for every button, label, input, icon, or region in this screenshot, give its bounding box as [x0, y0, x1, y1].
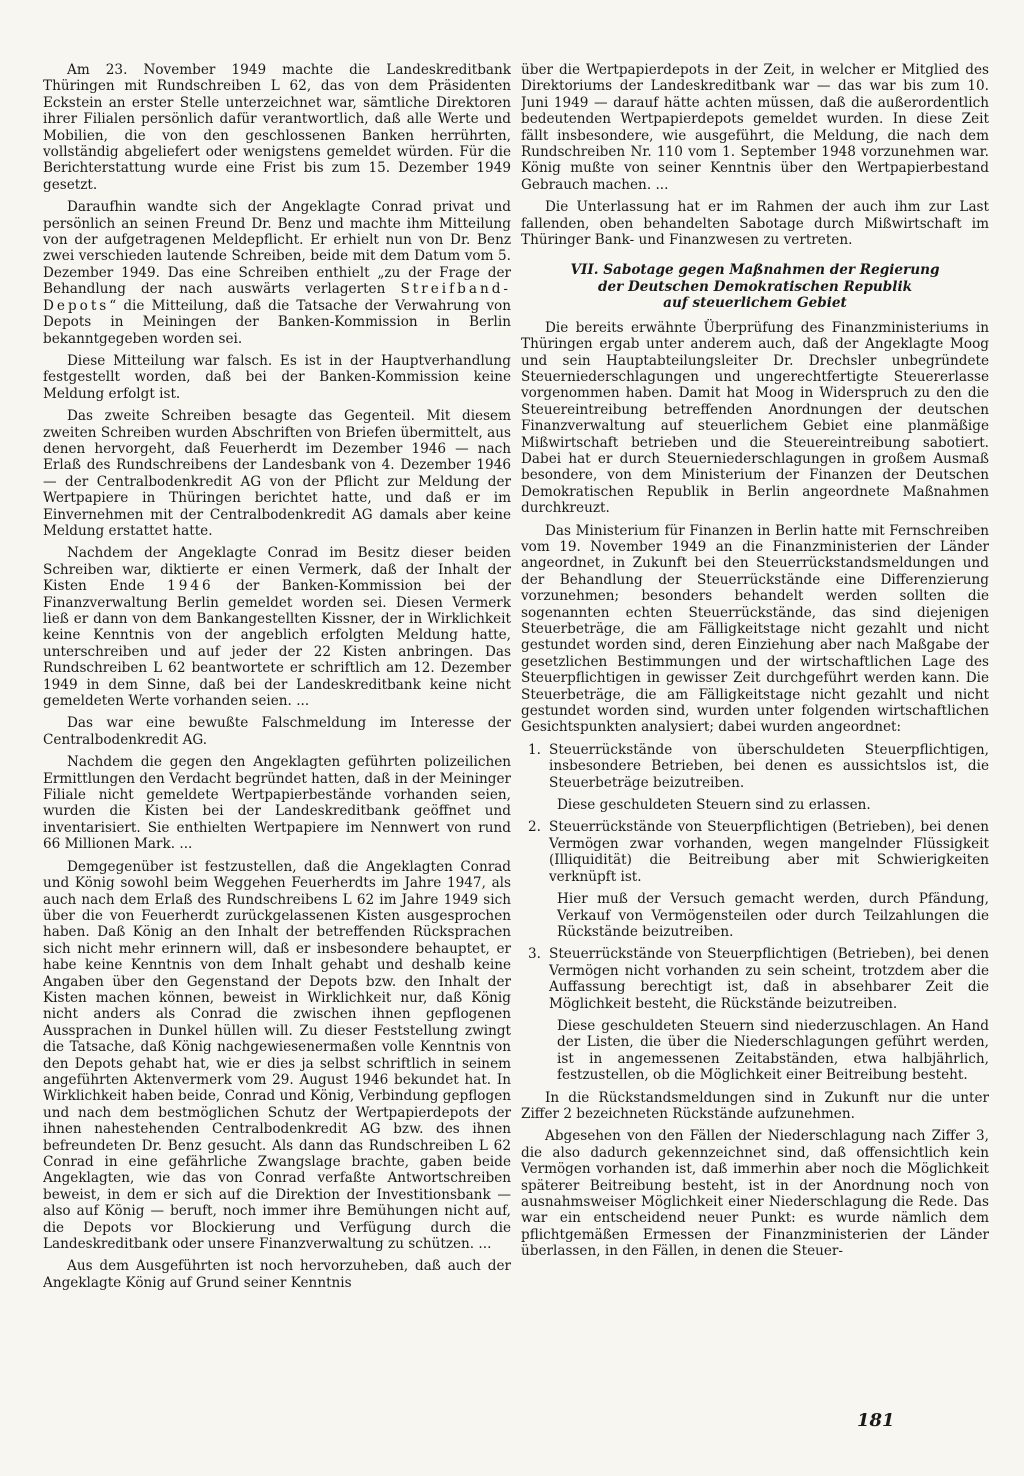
paragraph: Die Unterlassung hat er im Rahmen der auch ihm zur Last fallenden, oben behandelten Sabotage durch Mißwirtschaft im Thüringer Bank- und Finanzwesen zu vertreten.	[521, 199, 989, 249]
list-number: 2.	[528, 819, 541, 836]
paragraph: über die Wertpapierdepots in der Zeit, in welcher er Mitglied des Direktoriums der Landeskreditbank war — das war bis zum 10. Juni 1949 — darauf hätte achten müssen, daß die außerordentlich bedeutenden Wertpapierdepots gemeldet wurden. In diese Zeit fällt insbesondere, wie ausgeführt, die Meldung, die nach dem Rundschreiben Nr. 110 vom 1. September 1948 vorzunehmen war. König mußte von seiner Kenntnis über den Wertpapierbestand Gebrauch machen. ...	[521, 62, 989, 193]
paragraph: In die Rückstandsmeldungen sind in Zukunft nur die unter Ziffer 2 bezeichneten Rückstände aufzunehmen.	[521, 1089, 989, 1122]
list-number: 1.	[528, 741, 541, 758]
paragraph: Daraufhin wandte sich der Angeklagte Conrad privat und persönlich an seinen Freund Dr. Benz und machte ihm Mitteilung von der aufgetragenen Meldepflicht. Er erhielt nun von Dr. Benz zwei verschieden lautende Schreiben, beide mit dem Datum vom 5. Dezember 1949. Das eine Schreiben enthielt „zu der Frage der Behandlung der nach auswärts verlagerten Streifband-Depots“ die Mitteilung, daß die Tatsache der Verwahrung von Depots in Meiningen der Banken-Kommission in Berlin bekanntgegeben worden sei.	[43, 199, 511, 347]
paragraph: Am 23. November 1949 machte die Landeskreditbank Thüringen mit Rundschreiben L 62, das von dem Präsidenten Eckstein an erster Stelle unterzeichnet war, sämtliche Direktoren ihrer Filialen persönlich dafür verantwortlich, daß alle Werte und Mobilien, die von den geschlossenen Banken herrührten, vollständig abgeliefert oder wenigstens gemeldet würden. Für die Berichterstattung wurde eine Frist bis zum 15. Dezember 1949 gesetzt.	[43, 62, 511, 193]
paragraph: Das Ministerium für Finanzen in Berlin hatte mit Fernschreiben vom 19. November 1949 an die Finanzministerien der Länder angeordnet, in Zukunft bei den Steuerrückstandsmeldungen und der Behandlung der Steuerrückstände eine Differenzierung vorzunehmen; besonders behandelt werden sollten die sogenannten echten Steuerrückstände, das sind diejenigen Steuerbeträge, die am Fälligkeitstage nicht gezahlt und nicht gestundet worden sind, deren Einziehung aber nach Maßgabe der gesetzlichen Bestimmungen und der wirtschaftlichen Lage des Steuerpflichtigen in gewisser Zeit durchgeführt werden kann. Die Steuerbeträge, die am Fälligkeitstage nicht gezahlt und nicht gestundet worden sind, wurden unter folgenden wirtschaftlichen Gesichtspunkten analysiert; dabei wurden angeordnet:	[521, 522, 989, 736]
list-item: 1. Steuerrückstände von überschuldeten Steuerpflichtigen, insbesondere Betrieben, bei denen es aussichtslos ist, die Steuerbeträge beizutreiben.	[521, 742, 989, 791]
paragraph: Diese geschuldeten Steuern sind zu erlassen.	[557, 797, 871, 814]
spaced-year: 1946	[167, 578, 214, 595]
page-number: 181	[857, 1410, 895, 1431]
paragraph: Nachdem die gegen den Angeklagten geführten polizeilichen Ermittlungen den Verdacht begründet hatten, daß in der Meininger Filiale nicht gemeldete Wertpapierbestände vorhanden seien, wurden die Kisten bei der Landeskreditbank geöffnet und inventarisiert. Sie enthielten Wertpapiere im Nennwert von rund 66 Millionen Mark. ...	[43, 754, 511, 853]
section-heading: VII. Sabotage gegen Maßnahmen der Regierung der Deutschen Demokratischen Republik auf steuerlichem Gebiet	[570, 262, 940, 312]
left-column	[43, 62, 511, 1422]
right-column	[521, 62, 989, 1422]
paragraph: Demgegenüber ist festzustellen, daß die Angeklagten Conrad und König sowohl beim Weggehen Feuerherdts im Jahre 1947, als auch nach dem Erlaß des Rundschreibens L 62 im Jahre 1949 sich über die von Feuerherdt zurückgelassenen Kisten ausgesprochen haben. Daß König an den Inhalt der betreffenden Rücksprachen sich nicht mehr erinnern will, daß er insbesondere behauptet, er habe keine Kenntnis von dem Inhalt gehabt und deshalb keine Angaben über den Gegenstand der Depots bzw. den Inhalt der Kisten machen können, beweist in Wirklichkeit nur, daß König nicht anders als Conrad die zwischen ihnen gepflogenen Aussprachen in Dunkel hüllen will. Zu dieser Feststellung zwingt die Tatsache, daß König nachgewiesenermaßen volle Kenntnis von den Depots gehabt hat, wie er dies ja selbst schriftlich in seinem angeführten Aktenvermerk vom 29. August 1946 bekundet hat. In Wirklichkeit haben beide, Conrad und König, Verbindung gepflogen und nach dem bestmöglichen Schutz der Wertpapierdepots der ihnen nahestehenden Centralbodenkredit AG bzw. des ihnen befreundeten Dr. Benz gesucht. Als dann das Rundschreiben L 62 Conrad in eine gefährliche Zwangslage brachte, gaben beide Angeklagten, wie das von Conrad verfaßte Antwortschreiben beweist, in dem er sich auf die Direktion der Investitionsbank — also auf König — beruft, noch immer ihre Bemühungen nicht auf, die Depots vor Blockierung und Verfügung durch die Landeskreditbank oder unsere Finanzverwaltung zu schützen. ...	[43, 858, 511, 1253]
spaced-term: Streifband-Depots	[43, 281, 511, 314]
list-number: 3.	[528, 946, 541, 963]
paragraph: Diese Mitteilung war falsch. Es ist in der Hauptverhandlung festgestellt worden, daß bei der Banken-Kommission keine Meldung erfolgt ist.	[43, 352, 511, 402]
paragraph: Nachdem der Angeklagte Conrad im Besitz dieser beiden Schreiben war, diktierte er einen Vermerk, daß der Inhalt der Kisten Ende 1946 der Banken-Kommission bei der Finanzverwaltung Berlin gemeldet worden sei. Diesen Vermerk ließ er dann von dem Bankangestellten Kissner, der in Wirklichkeit keine Kenntnis von der angeblich erfolgten Meldung hatte, unterschreiben und auf jeder der 22 Kisten anbringen. Das Rundschreiben L 62 beantwortete er schriftlich am 12. Dezember 1949 in dem Sinne, daß bei der Landeskreditbank keine nicht gemeldeten Werte vorhanden seien. ...	[43, 545, 511, 710]
list-item: 3. Steuerrückstände von Steuerpflichtigen (Betrieben), bei denen Vermögen nicht vorhanden zu sein scheint, trotzdem aber die Auffassung berechtigt ist, daß in absehbarer Zeit die Möglichkeit besteht, die Rückstände beizutreiben.	[521, 946, 989, 1012]
paragraph: Diese geschuldeten Steuern sind niederzuschlagen. An Hand der Listen, die über die Niederschlagungen geführt werden, ist in angemessenen Zeitabständen, etwa halbjährlich, festzustellen, ob die Möglichkeit einer Beitreibung besteht.	[557, 1017, 989, 1084]
paragraph: Die bereits erwähnte Überprüfung des Finanzministeriums in Thüringen ergab unter anderem auch, daß der Angeklagte Moog und sein Hauptabteilungsleiter Dr. Drechsler unbegründete Steuerniederschlagungen und ungerechtfertigte Steuererlasse vorgenommen haben. Damit hat Moog in Widerspruch zu den die Steuereintreibung betreffenden Anordnungen der deutschen Finanzverwaltung auf steuerlichem Gebiet eine planmäßige Mißwirtschaft betrieben und die Steuereintreibung sabotiert. Dabei hat er durch Steuerniederschlagungen in großem Ausmaß besondere, von dem Ministerium der Finanzen der Deutschen Demokratischen Republik in Berlin angeordnete Maßnahmen durchkreuzt.	[521, 319, 989, 517]
paragraph: Das war eine bewußte Falschmeldung im Interesse der Centralbodenkredit AG.	[43, 715, 511, 748]
paragraph: Hier muß der Versuch gemacht werden, durch Pfändung, Verkauf von Vermögensteilen oder durch Teilzahlungen die Rückstände beizutreiben.	[557, 891, 989, 940]
list-item: 2. Steuerrückstände von Steuerpflichtigen (Betrieben), bei denen Vermögen zwar vorhanden, wegen mangelnder Flüssigkeit (Illiquidität) die Beitreibung aber mit Schwierigkeiten verknüpft ist.	[521, 819, 989, 885]
paragraph: Aus dem Ausgeführten ist noch hervorzuheben, daß auch der Angeklagte König auf Grund seiner Kenntnis	[43, 1258, 511, 1291]
paragraph: Das zweite Schreiben besagte das Gegenteil. Mit diesem zweiten Schreiben wurden Abschriften von Briefen übermittelt, aus denen hervorgeht, daß Feuerherdt im Dezember 1946 — nach Erlaß des Rundschreibens der Landesbank von 4. Dezember 1946 — der Centralbodenkredit AG von der Pflicht zur Meldung der Wertpapiere in Thüringen berichtet hatte, und daß er im Einvernehmen mit der Centralbodenkredit AG damals aber keine Meldung erstattet hatte.	[43, 408, 511, 539]
paragraph: Abgesehen von den Fällen der Niederschlagung nach Ziffer 3, die also dadurch gekennzeichnet sind, daß offensichtlich kein Vermögen vorhanden ist, daß immerhin aber noch die Möglichkeit späterer Beitreibung besteht, ist in der Anordnung noch von ausnahmsweiser Möglichkeit einer Niederschlagung die Rede. Das war ein entscheidend neuer Punkt: es wurde nämlich dem pflichtgemäßen Ermessen der Finanzministerien der Länder überlassen, in den Fällen, in denen die Steuer-	[521, 1128, 989, 1260]
